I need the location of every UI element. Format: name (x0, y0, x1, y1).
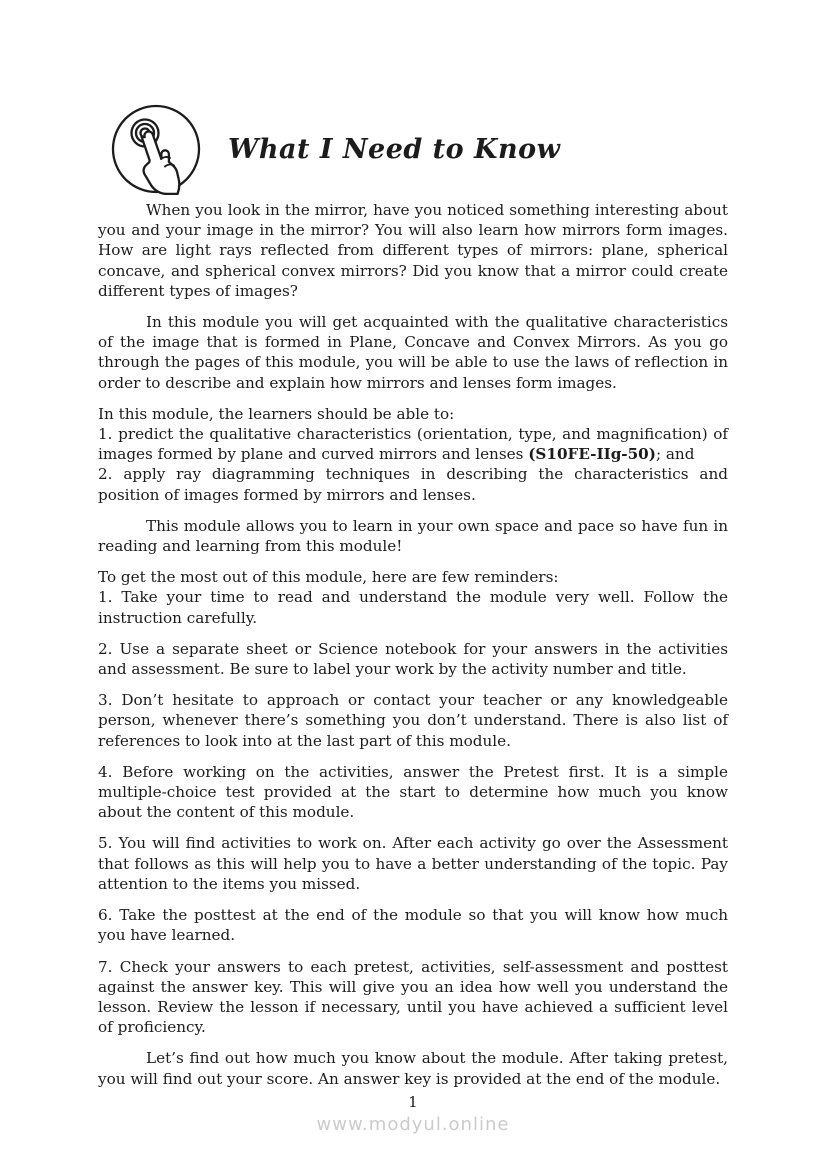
objective-item-1 (98, 424, 728, 464)
objective-1-text: 1. predict the qualitative characteristics (orientation, type, and magnification) of images formed by plane and curved mirrors and lenses (98, 425, 728, 464)
competency-code: (S10FE-IIg-50) (528, 445, 656, 464)
reminder-item-2: 2. Use a separate sheet or Science notebook for your answers in the activities and assessment. Be sure to label your work by the activity number and title. (98, 639, 728, 679)
touch-tap-icon (110, 103, 202, 195)
paragraph-module-note: This module allows you to learn in your own space and pace so have fun in reading and learning from this module! (98, 516, 728, 556)
section-title: What I Need to Know (228, 133, 561, 165)
reminder-item-5: 5. You will find activities to work on. After each activity go over the Assessment that follows as this will help you to have a better understanding of the topic. Pay attention to the items you missed. (98, 834, 728, 893)
reminder-item-4: 4. Before working on the activities, answer the Pretest first. It is a simple multiple-choice test provided at the start to determine how much you know about the content of this module. (98, 762, 728, 822)
reminders-lead: To get the most out of this module, here are few reminders: (98, 568, 559, 587)
watermark-url: www.modyul.online (316, 1114, 510, 1135)
reminder-item-7: 7. Check your answers to each pretest, activities, self-assessment and posttest against the answer key. This will give you an idea how well you understand the lesson. Review the lesson if necessary, until you have achieved a sufficient level of proficiency. (98, 957, 728, 1037)
reminder-item-1: 1. Take your time to read and understand the module very well. Follow the instruction carefully. (98, 588, 728, 627)
objective-item-2: 2. apply ray diagramming techniques in describing the characteristics and position of images formed by mirrors and lenses. (98, 465, 728, 504)
reminder-item-3: 3. Don’t hesitate to approach or contact your teacher or any knowledgeable person, whenever there’s something you don’t understand. There is also list of references to look into at the last part of this module. (98, 691, 728, 750)
page-number: 1 (408, 1093, 418, 1111)
paragraph-intro-1: When you look in the mirror, have you noticed something interesting about you and your image in the mirror? You will also learn how mirrors form images. How are light rays reflected from different types of mirrors: plane, spherical concave, and spherical convex mirrors? Did you know that a mirror could create different types of images? (98, 201, 728, 300)
paragraph-intro-2: In this module you will get acquainted with the qualitative characteristics of the image that is formed in Plane, Concave and Convex Mirrors. As you go through the pages of this module, you will be able to use the laws of reflection in order to describe and explain how mirrors and lenses form images. (98, 313, 728, 392)
paragraph-closing: Let’s find out how much you know about the module. After taking pretest, you will find out your score. An answer key is provided at the end of the module. (98, 1049, 728, 1088)
objectives-lead: In this module, the learners should be able to: (98, 404, 455, 423)
reminder-item-6: 6. Take the posttest at the end of the module so that you will know how much you have learned. (98, 906, 728, 945)
section-header (110, 103, 560, 195)
body-text (98, 200, 728, 1100)
objective-1-tail: ; and (655, 445, 695, 464)
